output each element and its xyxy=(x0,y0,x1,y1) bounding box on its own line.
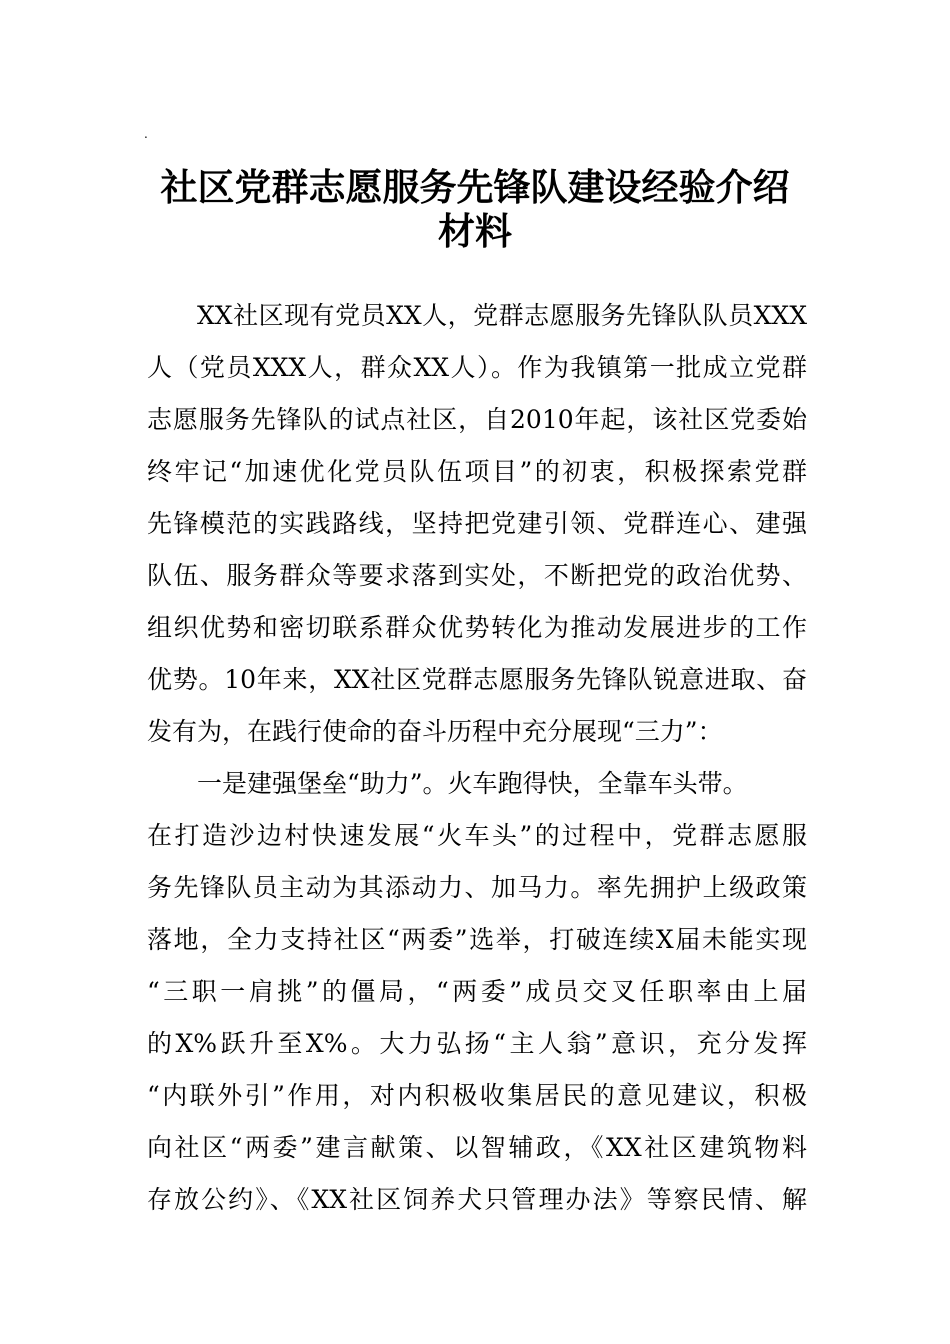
paragraph-line: 组织优势和密切联系群众优势转化为推动发展进步的工作 xyxy=(147,613,807,642)
paragraph-line: 一是建强堡垒“助力”。火车跑得快，全靠车头带。 xyxy=(197,769,748,798)
paragraph-line: 在打造沙边村快速发展“火车头”的过程中，党群志愿服 xyxy=(147,821,807,850)
paragraph-line: 发有为，在践行使命的奋斗历程中充分展现“三力”： xyxy=(147,717,723,746)
paragraph-line: “三职一肩挑”的僵局，“两委”成员交叉任职率由上届 xyxy=(147,977,807,1006)
paragraph-line: 落地，全力支持社区“两委”选举，打破连续X届未能实现 xyxy=(147,925,807,954)
paragraph-line: 终牢记“加速优化党员队伍项目”的初衷，积极探索党群 xyxy=(147,457,807,486)
paragraph-1 xyxy=(147,290,807,758)
document-body xyxy=(147,290,807,1226)
paragraph-2 xyxy=(147,758,807,1226)
paragraph-line: 务先锋队员主动为其添动力、加马力。率先拥护上级政策 xyxy=(147,873,807,902)
document-title: 社区党群志愿服务先锋队建设经验介绍材料 xyxy=(160,166,790,253)
paragraph-line: 向社区“两委”建言献策、以智辅政，《XX社区建筑物料 xyxy=(147,1133,807,1162)
paragraph-line: 优势。10年来，XX社区党群志愿服务先锋队锐意进取、奋 xyxy=(147,665,807,694)
paragraph-line: 先锋模范的实践路线，坚持把党建引领、党群连心、建强 xyxy=(147,509,807,538)
paragraph-line: 人（党员XXX人，群众XX人）。作为我镇第一批成立党群 xyxy=(147,353,807,382)
page-mark: . xyxy=(144,127,148,141)
paragraph-line: 的X%跃升至X%。大力弘扬“主人翁”意识，充分发挥 xyxy=(147,1029,807,1058)
paragraph-line: 志愿服务先锋队的试点社区，自2010年起，该社区党委始 xyxy=(147,405,807,434)
paragraph-line: 队伍、服务群众等要求落到实处，不断把党的政治优势、 xyxy=(147,561,807,590)
paragraph-line: “内联外引”作用，对内积极收集居民的意见建议，积极 xyxy=(147,1081,807,1110)
paragraph-line: XX社区现有党员XX人，党群志愿服务先锋队队员XXX xyxy=(197,301,807,330)
paragraph-line: 存放公约》、《XX社区饲养犬只管理办法》等察民情、解 xyxy=(147,1185,807,1214)
